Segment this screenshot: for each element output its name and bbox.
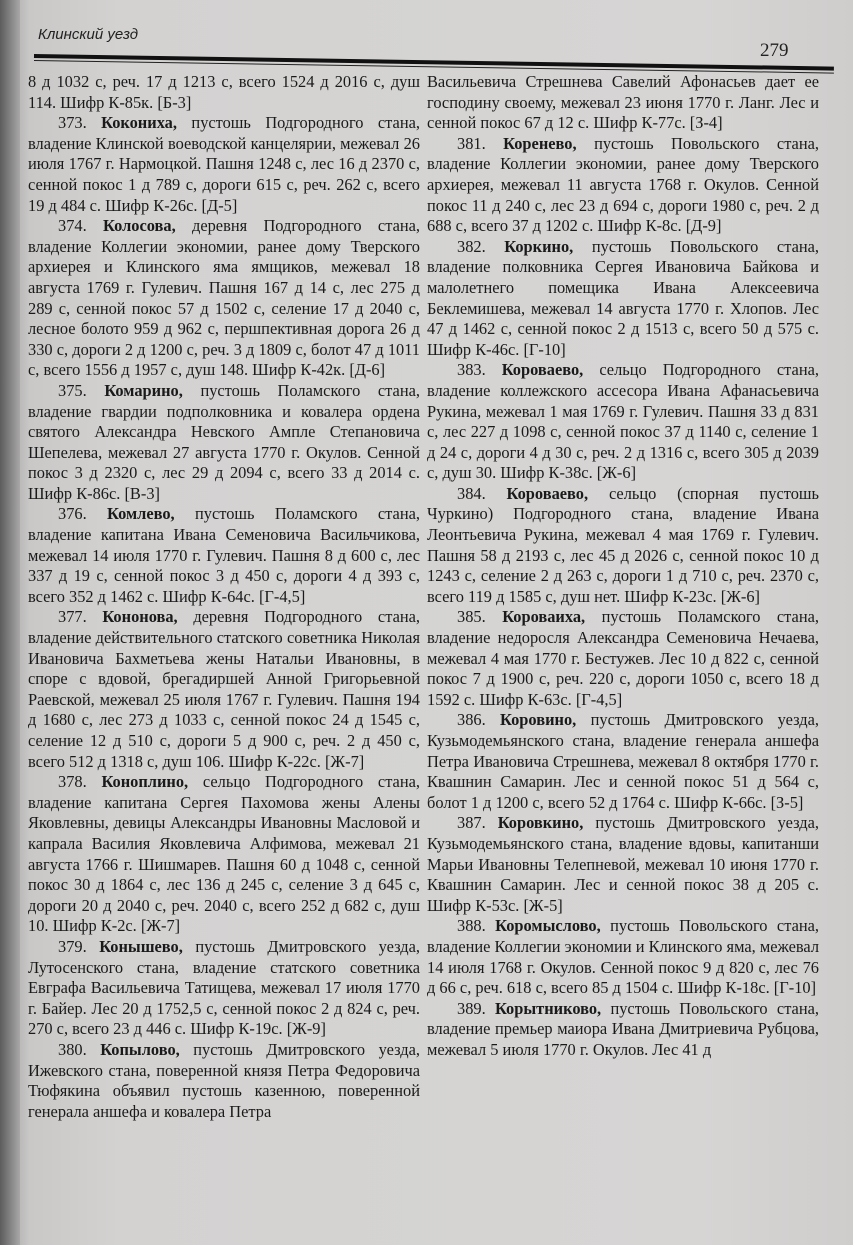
entry-number: 374. [58, 216, 87, 236]
entry-place-name: Коренево, [503, 133, 577, 153]
entry-number: 384. [457, 483, 486, 503]
book-spine-shadow [0, 0, 20, 1245]
entry-text: пустошь Повольского стана, владение премьер маиора Ивана Дмитриевича Рубцова, межевал 5 июля 1770 г. Окулов. Лес 41 д [427, 998, 819, 1059]
entry-text: деревня Подгородного стана, владение действительного статского советника Николая Ивановича Бахметьева жены Натальи Ивановны, в споре с вдовой, брегадиршей Анной Григорьевной Раевской, межевал 25 июля 1767 г. Гулевич. Пашня 194 д 1680 с, лес 273 д 1033 с, сенной покос 24 д 1545 с, селение 12 д 510 с, дороги 5 д 900 с, реч. 2 д 450 с, всего 512 д 1318 с, душ 106. Шифр К-22с. [Ж-7] [28, 607, 420, 771]
register-entry [427, 360, 819, 484]
entry-text: пустошь Повольского стана, владение Коллегии экономии и Клинского яма, межевал 14 июля 1768 г. Окулов. Сенной покос 9 д 820 с, лес 76 д 66 с, реч. 618 с, всего 85 д 1504 с. Шифр К-18с. [Г-10] [427, 916, 819, 998]
register-entry [28, 504, 420, 607]
register-entry [28, 937, 420, 1040]
entry-text: пустошь Поламского стана, владение недоросля Александра Семеновича Нечаева, межевал 4 мая 1770 г. Бестужев. Лес 10 д 822 с, сенной покос 7 д 1900 с, реч. 220 с, дороги 1050 с, всего 18 д 1592 с. Шифр К-63с. [Г-4,5] [427, 607, 819, 709]
register-entry [28, 772, 420, 937]
entry-text: пустошь Дмитровского уезда, Ижевского стана, поверенной князя Петра Федоровича Тюфякина объявил пустошь казенною, поверенной генерала аншефа и ковалера Петра [28, 1039, 420, 1121]
register-entry [427, 813, 819, 916]
entry-text: пустошь Поламского стана, владение капитана Ивана Семеновича Васильчикова, межевал 14 июля 1770 г. Гулевич. Пашня 8 д 600 с, лес 337 д 19 с, сенной покос 3 д 450 с, дороги 4 д 393 с, всего 352 д 1462 с. Шифр К-64с. [Г-4,5] [28, 504, 420, 606]
entry-place-name: Комлево, [107, 504, 175, 524]
register-entry [427, 999, 819, 1061]
register-entry [427, 237, 819, 361]
entry-text: пустошь Повольского стана, владение полковника Сергея Ивановича Байкова и малолетнего помещика Ивана Алексеевича Беклемишева, межевал 14 августа 1770 г. Хлопов. Лес 47 д 1462 с, сенной покос 2 д 1513 с, всего 50 д 575 с. Шифр К-46с. [Г-10] [427, 236, 819, 359]
entry-number: 386. [457, 710, 486, 730]
entry-number: 389. [457, 998, 486, 1018]
entry-place-name: Короваиха, [502, 607, 586, 627]
entry-text: пустошь Дмитровского уезда, Кузьмодемьянского стана, владение вдовы, капитанши Марьи Ивановны Телепневой, межевал 10 июня 1770 г. Квашнин Самарин. Лес и сенной покос 38 д 205 с. Шифр К-53с. [Ж-5] [427, 813, 819, 915]
entry-place-name: Коноплино, [101, 772, 189, 792]
entry-place-name: Коркино, [504, 236, 574, 256]
entry-text: пустошь Поламского стана, владение гвардии подполковника и ковалера ордена святого Александра Невского Ампле Степановича Шепелева, межевал 27 августа 1770 г. Окулов. Сенной покос 3 д 2320 с, лес 29 д 2094 с, всего 33 д 2014 с. Шифр К-86с. [В-3] [28, 380, 420, 503]
entry-text: деревня Подгородного стана, владение Коллегии экономии, ранее дому Тверского архиерея и Клинского яма ямщиков, межевал 18 августа 1769 г. Гулевич. Пашня 167 д 14 с, лес 275 д 289 с, сенной покос 57 д 1502 с, селение 17 д 2040 с, лесное болото 959 д 962 с, першпективная дорога 26 д 330 с, дороги 2 д 1200 с, реч. 3 д 1809 с, болот 47 д 1011 с, всего 1556 д 1957 с, душ 148. Шифр К-42к. [Д-6] [28, 216, 420, 380]
entry-number: 373. [58, 113, 87, 133]
entry-text: пустошь Подгородного стана, владение Клинской воеводской канцелярии, межевал 26 июля 1767 г. Нармоцкой. Пашня 1248 с, лес 16 д 2370 с, сенной покос 1 д 789 с, дороги 615 с, реч. 262 с, всего 19 д 484 с. Шифр К-26с. [Д-5] [28, 113, 420, 215]
page-number: 279 [760, 40, 789, 61]
running-head: Клинский уезд [38, 26, 139, 43]
entry-number: 383. [457, 360, 486, 380]
entry-text: сельцо (спорная пустошь Чуркино) Подгородного стана, владение Ивана Леонтьевича Рукина, межевал 4 мая 1769 г. Гулевич. Пашня 58 д 2193 с, лес 45 д 2026 с, сенной покос 10 д 1243 с, селение 2 д 263 с, дороги 1 д 710 с, реч. 2370 с, всего 119 д 1585 с, душ нет. Шифр К-23с. [Ж-6] [427, 483, 819, 606]
right-column [427, 72, 819, 1061]
entry-place-name: Коровкино, [497, 813, 584, 833]
left-column [28, 72, 420, 1122]
entry-number: 377. [58, 607, 87, 627]
entry-place-name: Корытниково, [494, 998, 602, 1018]
entry-number: 381. [457, 133, 486, 153]
entry-place-name: Коровино, [500, 710, 577, 730]
entry-number: 376. [58, 504, 87, 524]
register-entry [427, 484, 819, 608]
entry-number: 375. [58, 380, 87, 400]
register-entry [427, 710, 819, 813]
register-entry [28, 113, 420, 216]
entry-text: пустошь Дмитровского уезда, Кузьмодемьянского стана, владение генерала аншефа Петра Ивановича Стрешнева, межевал 8 октября 1770 г. Квашнин Самарин. Лес и сенной покос 51 д 564 с, болот 1 д 1200 с, всего 52 д 1764 с. Шифр К-66с. [З-5] [427, 710, 819, 812]
entry-place-name: Копылово, [100, 1039, 180, 1059]
entry-place-name: Короваево, [506, 483, 589, 503]
entry-place-name: Короваево, [501, 360, 584, 380]
entry-number: 385. [457, 607, 486, 627]
entry-number: 378. [58, 772, 87, 792]
entry-place-name: Кононова, [102, 607, 178, 627]
register-entry [427, 134, 819, 237]
entry-number: 380. [58, 1039, 87, 1059]
register-entry [28, 1040, 420, 1122]
entry-text: пустошь Дмитровского уезда, Лутосенского стана, владение статского советника Евграфа Васильевича Татищева, межевал 17 июля 1770 г. Байер. Лес 20 д 1752,5 с, сенной покос 2 д 824 с, реч. 270 с, всего 23 д 446 с. Шифр К-19с. [Ж-9] [28, 936, 420, 1039]
entry-text: сельцо Подгородного стана, владение коллежского ассесора Ивана Афанасьевича Рукина, межевал 1 мая 1769 г. Гулевич. Пашня 33 д 831 с, лес 227 д 1098 с, сенной покос 37 д 1140 с, селение 1 д 24 с, дороги 4 д 30 с, реч. 2 д 1316 с, всего 305 д 2039 с, душ 30. Шифр К-38с. [Ж-6] [427, 360, 819, 483]
entry-place-name: Колосова, [103, 216, 176, 236]
entry-number: 379. [58, 936, 87, 956]
entry-place-name: Конышево, [99, 936, 183, 956]
entry-continuation [427, 72, 819, 134]
entry-place-name: Комарино, [104, 380, 183, 400]
register-entry [28, 381, 420, 505]
entry-place-name: Кокониха, [101, 113, 177, 133]
entry-text: 8 д 1032 с, реч. 17 д 1213 с, всего 1524 д 2016 с, душ 114. Шифр К-85к. [Б-3] [28, 72, 420, 112]
entry-text: сельцо Подгородного стана, владение капитана Сергея Пахомова жены Алены Яковлевны, девицы Александры Ивановны Масловой и капрала Василия Яковлевича Алфимова, межевал 21 августа 1766 г. Шишмарев. Пашня 60 д 1048 с, сенной покос 30 д 1864 с, лес 136 д 245 с, селение 3 д 645 с, дороги 20 д 2040 с, реч. 2040 с, всего 252 д 682 с, душ 10. Шифр К-2с. [Ж-7] [28, 772, 420, 936]
register-entry [28, 607, 420, 772]
entry-place-name: Коромыслово, [495, 916, 601, 936]
register-entry [28, 216, 420, 381]
entry-number: 382. [457, 236, 486, 256]
register-entry [427, 916, 819, 998]
register-entry [427, 607, 819, 710]
entry-number: 388. [457, 916, 486, 936]
entry-continuation [28, 72, 420, 113]
entry-text: Васильевича Стрешнева Савелий Афонасьев дает ее господину своему, межевал 23 июня 1770 г. Ланг. Лес и сенной покос 67 д 12 с. Шифр К-77с. [З-4] [427, 72, 819, 133]
entry-text: пустошь Повольского стана, владение Коллегии экономии, ранее дому Тверского архиерея, межевал 11 августа 1768 г. Окулов. Сенной покос 11 д 240 с, лес 23 д 694 с, дороги 1980 с, реч. 2 д 688 с, всего 37 д 1202 с. Шифр К-8с. [Д-9] [427, 133, 819, 236]
entry-number: 387. [457, 813, 486, 833]
